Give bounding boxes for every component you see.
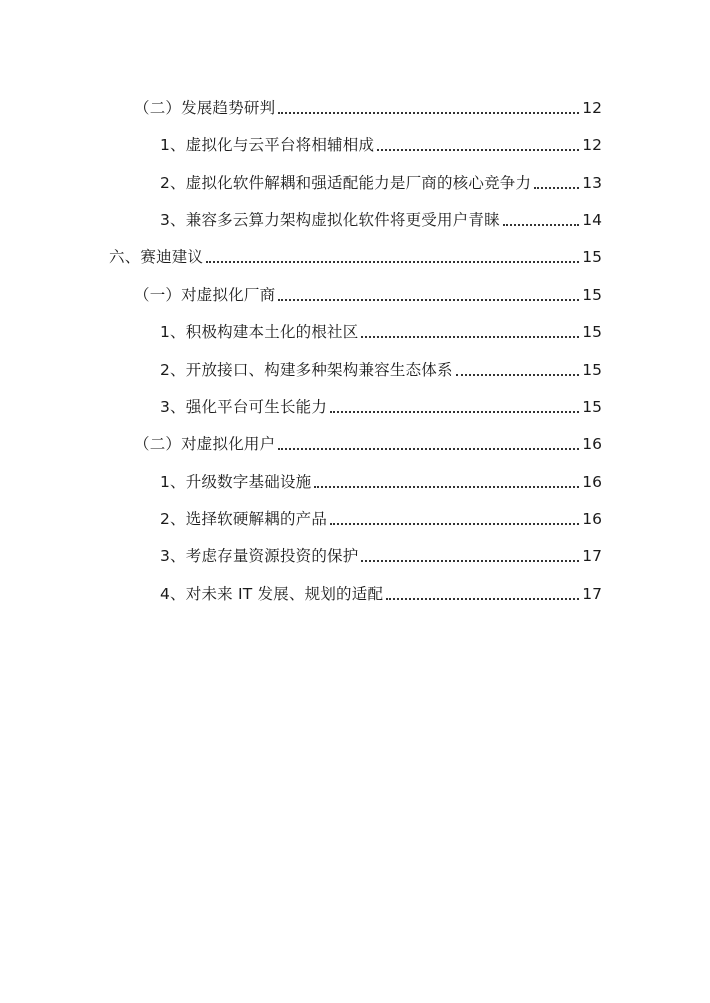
toc-entry-label: 1、升级数字基础设施 xyxy=(160,473,312,491)
toc-dot-leader xyxy=(456,374,580,376)
toc-dot-leader xyxy=(314,486,579,488)
toc-entry-label: （二）发展趋势研判 xyxy=(134,99,276,117)
toc-entry[interactable] xyxy=(160,466,602,492)
toc-entry-page: 15 xyxy=(582,361,602,379)
toc-entry[interactable] xyxy=(134,428,602,454)
toc-entry-page: 12 xyxy=(582,99,602,117)
toc-entry-label: 4、对未来 IT 发展、规划的适配 xyxy=(160,585,384,603)
toc-entry-page: 16 xyxy=(582,473,602,491)
toc-entry[interactable] xyxy=(160,316,602,342)
toc-entry-label: 2、虚拟化软件解耦和强适配能力是厂商的核心竞争力 xyxy=(160,174,532,192)
toc-entry-label: 3、强化平台可生长能力 xyxy=(160,398,328,416)
toc-entry[interactable] xyxy=(109,241,602,267)
toc-entry-page: 15 xyxy=(582,248,602,266)
toc-entry[interactable] xyxy=(160,354,602,380)
toc-entry-page: 16 xyxy=(582,510,602,528)
toc-dot-leader xyxy=(386,598,579,600)
toc-dot-leader xyxy=(330,523,579,525)
toc-entry[interactable] xyxy=(160,129,602,155)
toc-entry-label: 1、积极构建本土化的根社区 xyxy=(160,323,359,341)
toc-entry[interactable] xyxy=(160,167,602,193)
toc-dot-leader xyxy=(206,261,579,263)
toc-entry[interactable] xyxy=(160,391,602,417)
toc-entry-page: 15 xyxy=(582,398,602,416)
toc-dot-leader xyxy=(278,112,579,114)
toc-entry[interactable] xyxy=(160,578,602,604)
toc-entry-label: 3、考虑存量资源投资的保护 xyxy=(160,547,359,565)
toc-dot-leader xyxy=(361,336,579,338)
toc-entry-label: 1、虚拟化与云平台将相辅相成 xyxy=(160,136,375,154)
toc-entry-label: 六、赛迪建议 xyxy=(109,248,204,266)
toc-entry-page: 13 xyxy=(582,174,602,192)
toc-entry-label: 2、选择软硬解耦的产品 xyxy=(160,510,328,528)
toc-entry-page: 12 xyxy=(582,136,602,154)
toc-dot-leader xyxy=(503,224,580,226)
toc-entry[interactable] xyxy=(160,540,602,566)
toc-entry-label: （二）对虚拟化用户 xyxy=(134,435,276,453)
toc-entry-label: （一）对虚拟化厂商 xyxy=(134,286,276,304)
toc-entry-label: 3、兼容多云算力架构虚拟化软件将更受用户青睐 xyxy=(160,211,500,229)
toc-dot-leader xyxy=(361,560,579,562)
toc-entry-page: 16 xyxy=(582,435,602,453)
toc-entry[interactable] xyxy=(160,503,602,529)
toc-entry-page: 15 xyxy=(582,286,602,304)
toc-entry-page: 17 xyxy=(582,547,602,565)
toc-dot-leader xyxy=(534,187,579,189)
toc-dot-leader xyxy=(278,299,579,301)
toc-entry[interactable] xyxy=(134,92,602,118)
toc-dot-leader xyxy=(377,149,579,151)
toc-entry-page: 17 xyxy=(582,585,602,603)
toc-dot-leader xyxy=(330,411,579,413)
toc-entry[interactable] xyxy=(160,204,602,230)
toc-entry-label: 2、开放接口、构建多种架构兼容生态体系 xyxy=(160,361,453,379)
toc-dot-leader xyxy=(278,448,579,450)
toc-entry-page: 14 xyxy=(582,211,602,229)
toc-entry[interactable] xyxy=(134,279,602,305)
toc-entry-page: 15 xyxy=(582,323,602,341)
